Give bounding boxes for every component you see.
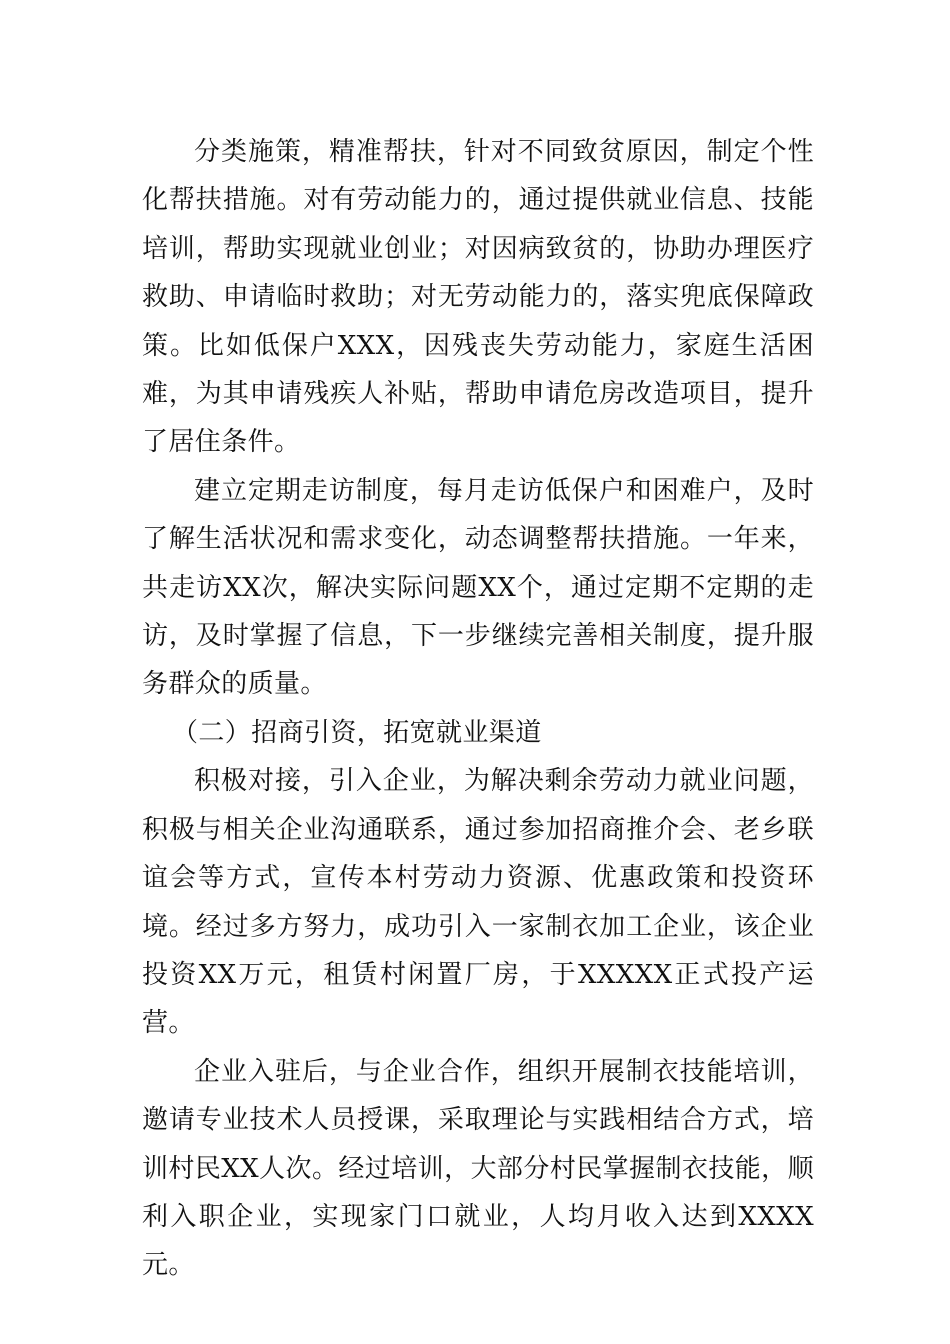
paragraph-regular-visits: 建立定期走访制度，每月走访低保户和困难户，及时了解生活状况和需求变化，动态调整帮扶措施。一年来，共走访XX次，解决实际问题XX个，通过定期不定期的走访，及时掌握了信息，下一步继续完善相关制度，提升服务群众的质量。: [142, 475, 814, 700]
paragraph-attract-investment: 积极对接，引入企业，为解决剩余劳动力就业问题，积极与相关企业沟通联系，通过参加招商推介会、老乡联谊会等方式，宣传本村劳动力资源、优惠政策和投资环境。经过多方努力，成功引入一家制衣加工企业，该企业投资XX万元，租赁村闲置厂房，于XXXXX正式投产运营。: [142, 766, 815, 1039]
section-heading: （二）招商引资，拓宽就业渠道: [172, 717, 542, 748]
paragraph-skills-training: 企业入驻后，与企业合作，组织开展制衣技能培训，邀请专业技术人员授课，采取理论与实践相结合方式，培训村民XX人次。经过培训，大部分村民掌握制衣技能，顺利入职企业，实现家门口就业，人均月收入达到XXXX元。: [142, 1056, 814, 1281]
paragraph-targeted-assistance: 分类施策，精准帮扶，针对不同致贫原因，制定个性化帮扶措施。对有劳动能力的，通过提供就业信息、技能培训，帮助实现就业创业；对因病致贫的，协助办理医疗救助、申请临时救助；对无劳动能力的，落实兜底保障政策。比如低保户XXX，因残丧失劳动能力，家庭生活困难，为其申请残疾人补贴，帮助申请危房改造项目，提升了居住条件。: [142, 137, 814, 458]
document-body: [142, 128, 814, 1290]
